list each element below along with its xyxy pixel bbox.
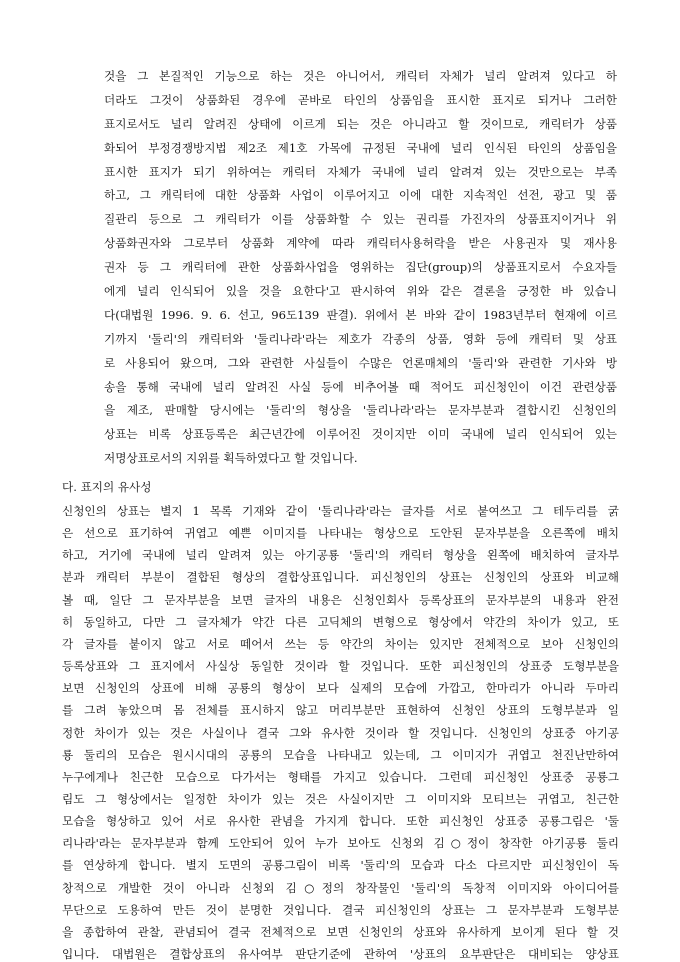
quote-line: 저명상표로서의 지위를 획득하였다고 할 것입니다.	[104, 451, 358, 466]
quote-line: 표시한 표지가 되기 위하여는 캐릭터 자체가 국내에 널리 알려져 있는 것만으로는 부족	[104, 164, 617, 179]
body-line: 분과 캐릭터 부분이 결합된 형상의 결합상표입니다. 피신청인의 상표는 신청인의 상표와 비교해	[62, 570, 619, 585]
quote-line: 표지로서도 널리 알려진 상태에 이르게 되는 것은 아니라고 할 것이므로, 캐릭터가 상품	[104, 116, 617, 131]
body-line: 각 글자를 붙이지 않고 서로 떼어서 쓰는 등 약간의 차이는 있지만 전체적으로 보아 신청인의	[62, 636, 619, 651]
quote-line: 기까지 '둘리'의 캐릭터와 '둘리나라'라는 제호가 각종의 상품, 영화 등에 캐릭터 및 상표	[104, 331, 617, 346]
body-line: 보면 신청인의 상표에 비해 공룡의 형상이 보다 실제의 모습에 가깝고, 한마리가 아니라 두마리	[62, 681, 619, 696]
body-line: 창적으로 개발한 것이 아니라 신청외 김○정의 창작물인 '둘리'의 독창적 이미지와 아이디어를	[62, 880, 619, 895]
quote-line: 것을 그 본질적인 기능으로 하는 것은 아니어서, 캐릭터 자체가 널리 알려져 있다고 하	[104, 69, 617, 83]
body-line: 를 그려 놓았으며 몸 전체를 표시하지 않고 머리부분만 표현하여 신청인 상표의 도형부분과 일	[62, 703, 619, 718]
quote-line: 송을 통해 국내에 널리 알려진 사실 등에 비추어볼 때 적어도 피신청인이 이건 관련상품	[104, 379, 617, 394]
quote-line: 을 제조, 판매할 당시에는 '둘리'의 형상을 '둘리나라'라는 문자부분과 결합시킨 신청인의	[104, 403, 617, 418]
body-line: 신청인의 상표는 별지 1 목록 기재와 같이 '둘리나라'라는 글자를 서로 붙여쓰고 그 테두리를 굵	[62, 504, 619, 519]
quote-line: 에게 널리 인식되어 있을 것을 요한다'고 판시하여 위와 같은 결론을 긍정한 바 있습니	[104, 284, 617, 299]
body-line: 누구에게나 친근한 모습으로 다가서는 형태를 가지고 있습니다. 그런데 피신청인 상표중 공룡그	[62, 769, 619, 784]
body-line: 하고, 거기에 국내에 널리 알려져 있는 아기공룡 '둘리'의 캐릭터 형상을 왼쪽에 배치하여 글자부	[62, 548, 619, 563]
quote-line: 질관리 등으로 그 캐릭터가 이를 상품화할 수 있는 권리를 가진자의 상품표지이거나 위	[104, 212, 617, 227]
quote-line: 하고, 그 캐릭터에 대한 상품화 사업이 이루어지고 이에 대한 지속적인 선전, 광고 및 품	[104, 188, 617, 203]
body-line: 볼 때, 일단 그 문자부분을 보면 글자의 내용은 신청인회사 등록상표의 문자부분의 내용과 완전	[62, 592, 619, 607]
quote-line: 상표는 비록 상표등록은 최근년간에 이루어진 것이지만 이미 국내에 널리 인식되어 있는	[104, 427, 617, 442]
quote-line: 로 사용되어 왔으며, 그와 관련한 사실들이 수많은 언론매체의 '둘리'와 관련한 기사와 방	[104, 355, 617, 370]
body-line: 룡 둘리의 모습은 원시시대의 공룡의 모습을 나타내고 있는데, 그 이미지가 귀엽고 천진난만하여	[62, 747, 619, 762]
body-line: 모습을 형상하고 있어 서로 유사한 관념을 가지게 합니다. 또한 피신청인 상표중 공룡그림은 '둘	[62, 814, 619, 829]
body-line: 등록상표와 그 표지에서 사실상 동일한 것이라 할 것입니다. 또한 피신청인의 상표중 도형부분을	[62, 659, 619, 674]
body-line: 입니다. 대법원은 결합상표의 유사여부 판단기준에 관하여 '상표의 요부판단은 대비되는 양상표	[62, 947, 619, 961]
body-line: 무단으로 도용하여 만든 것이 분명한 것입니다. 결국 피신청인의 상표는 그 문자부분과 도형부분	[62, 902, 619, 917]
body-line: 정한 차이가 있는 것은 사실이나 결국 그와 유사한 것이라 할 것입니다. 신청인의 상표중 아기공	[62, 725, 619, 740]
body-line: 을 종합하여 관찰, 관념되어 결국 전체적으로 보면 신청인의 상표와 유사하게 보이게 된다 할 것	[62, 924, 619, 939]
body-line: 리나라'라는 문자부분과 함께 도안되어 있어 누가 보아도 신청외 김○정이 창작한 아기공룡 둘리	[62, 836, 619, 851]
quote-line: 더라도 그것이 상품화된 경우에 곧바로 타인의 상품임을 표시한 표지로 되거나 그러한	[104, 92, 617, 107]
body-line: 를 연상하게 합니다. 별지 도면의 공룡그림이 비록 '둘리'의 모습과 다소 다르지만 피신청인이 독	[62, 858, 619, 873]
quote-line: 상품화권자와 그로부터 상품화 계약에 따라 캐릭터사용허락을 받은 사용권자 및 재사용	[104, 236, 617, 251]
body-line: 은 선으로 표기하여 귀엽고 예쁜 이미지를 나타내는 형상으로 도안된 문자부분을 오른쪽에 배치	[62, 526, 619, 541]
quote-line: 다(대법원 1996. 9. 6. 선고, 96도139 판결). 위에서 본 바와 같이 1983년부터 현재에 이르	[104, 307, 617, 322]
body-line: 히 동일하고, 다만 그 글자체가 약간 다른 고딕체의 변형으로 형상에서 약간의 차이가 있고, 또	[62, 614, 619, 629]
section-heading: 다. 표지의 유사성	[62, 480, 152, 495]
quote-line: 화되어 부정경쟁방지법 제2조 제1호 가목에 규정된 국내에 널리 인식된 타인의 상품임을	[104, 140, 617, 155]
body-line: 림도 그 형상에서는 일정한 차이가 있는 것은 사실이지만 그 이미지와 모티브는 귀엽고, 친근한	[62, 791, 619, 806]
quote-line: 권자 등 그 캐릭터에 관한 상품화사업을 영위하는 집단(group)의 상품표지로서 수요자들	[104, 260, 617, 275]
